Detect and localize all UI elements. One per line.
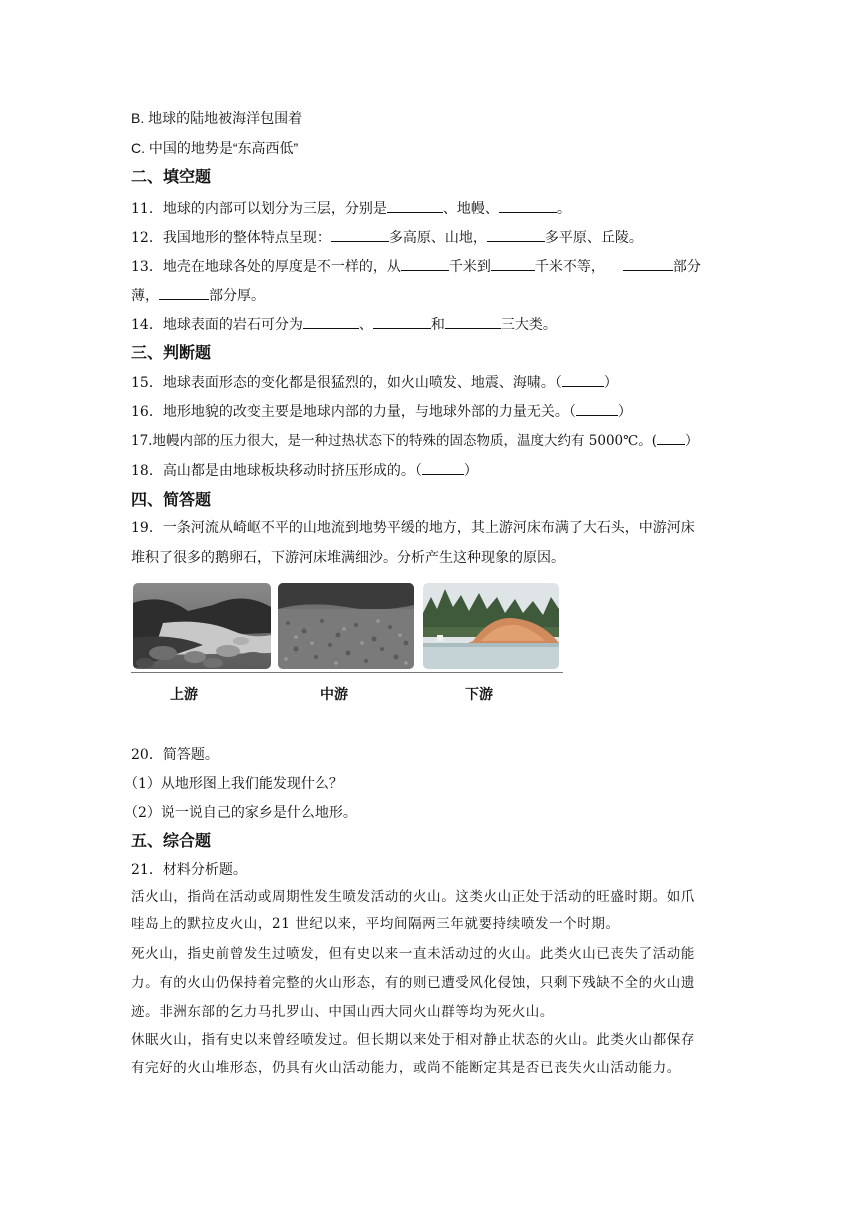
q12-blank-2[interactable] xyxy=(487,227,545,242)
material-line-7: 有完好的火山堆形态，仍具有火山活动能力，或尚不能断定其是否已丧失火山活动能力。 xyxy=(131,1060,681,1076)
material-line-4: 力。有的火山仍保持着完整的火山形态，有的则已遭受风化侵蚀，只剩下残缺不全的火山遗 xyxy=(131,975,695,991)
photo-baseline xyxy=(131,672,563,673)
question-13-line-2 xyxy=(131,285,265,306)
question-20-title: 20．简答题。 xyxy=(131,747,219,763)
q14-text-a: 14．地球表面的岩石可分为 xyxy=(131,317,303,333)
q13-text-a: 13．地壳在地球各处的厚度是不一样的，从 xyxy=(131,259,401,275)
q14-text-d: 三大类。 xyxy=(500,317,557,333)
section-heading-fill: 二、填空题 xyxy=(131,167,212,186)
material-line-1: 活火山，指尚在活动或周期性发生喷发活动的火山。这类火山正处于活动的旺盛时期。如爪 xyxy=(131,889,695,905)
section-heading-judge: 三、判断题 xyxy=(131,343,212,362)
q13-text-d: 部分 xyxy=(672,259,701,275)
material-line-6: 休眠火山，指有史以来曾经喷发过。但长期以来处于相对静止状态的火山。此类火山都保存 xyxy=(131,1032,695,1048)
question-15 xyxy=(131,372,618,393)
question-14 xyxy=(131,314,557,335)
q14-blank-3[interactable] xyxy=(445,314,501,329)
q13-blank-4[interactable] xyxy=(159,285,209,300)
caption-downstream: 下游 xyxy=(465,687,493,703)
q11-text-b: 、地幔、 xyxy=(442,201,499,217)
option-c: C. 中国的地势是“东高西低” xyxy=(131,140,299,156)
q17-blank[interactable] xyxy=(657,430,685,445)
q12-blank-1[interactable] xyxy=(331,227,389,242)
q12-text-b: 多高原、山地， xyxy=(388,230,487,246)
q12-text-c: 多平原、丘陵。 xyxy=(544,230,643,246)
question-18 xyxy=(131,460,478,481)
q14-text-b: 、 xyxy=(358,317,373,333)
option-b: B. 地球的陆地被海洋包围着 xyxy=(131,110,303,126)
q13-text-b: 千米到 xyxy=(448,259,491,275)
question-13-line-1 xyxy=(131,256,701,277)
q13-text-c: 千米不等， xyxy=(534,259,605,275)
q18-text-b: ） xyxy=(463,463,478,479)
question-11 xyxy=(131,198,571,219)
question-17 xyxy=(131,430,699,451)
material-line-3: 死火山，指史前曾发生过喷发，但有史以来一直未活动过的火山。此类火山已丧失了活动能 xyxy=(131,946,695,962)
q13-blank-1[interactable] xyxy=(401,256,449,271)
q16-text-b: ） xyxy=(617,404,632,420)
question-19-line-1: 19．一条河流从崎岖不平的山地流到地势平缓的地方，其上游河床布满了大石头，中游河床 xyxy=(131,520,695,536)
q17-text-b: ） xyxy=(685,433,699,449)
q16-blank[interactable] xyxy=(576,401,618,416)
q13-text-e: 薄， xyxy=(131,288,159,304)
q18-text-a: 18．高山都是由地球板块移动时挤压形成的。（ xyxy=(131,463,422,479)
q16-text-a: 16．地形地貌的改变主要是地球内部的力量，与地球外部的力量无关。（ xyxy=(131,404,576,420)
q11-blank-2[interactable] xyxy=(499,198,557,213)
material-line-5: 迹。非洲东部的乞力马扎罗山、中国山西大同火山群等均为死火山。 xyxy=(131,1004,554,1020)
q14-blank-1[interactable] xyxy=(303,314,359,329)
section-heading-short: 四、简答题 xyxy=(131,490,212,509)
material-line-2: 哇岛上的默拉皮火山，21 世纪以来，平均间隔两三年就要持续喷发一个时期。 xyxy=(131,916,620,932)
q13-text-f: 部分厚。 xyxy=(209,288,265,304)
q14-blank-2[interactable] xyxy=(373,314,431,329)
section-heading-comprehensive: 五、综合题 xyxy=(131,831,212,850)
q17-text-a: 17.地幔内部的压力很大，是一种过热状态下的特殊的固态物质，温度大约有 5000℃。( xyxy=(131,433,657,449)
upstream-photo xyxy=(133,583,271,669)
question-20-part-2: （2）说一说自己的家乡是什么地形。 xyxy=(124,805,357,821)
q15-text-b: ） xyxy=(603,375,618,391)
q11-blank-1[interactable] xyxy=(387,198,443,213)
q11-text-a: 11．地球的内部可以划分为三层，分别是 xyxy=(131,201,387,217)
q13-blank-3[interactable] xyxy=(623,256,673,271)
q13-blank-2[interactable] xyxy=(491,256,535,271)
q18-blank[interactable] xyxy=(422,460,464,475)
question-16 xyxy=(131,401,632,422)
caption-upstream: 上游 xyxy=(170,687,198,703)
q14-text-c: 和 xyxy=(430,317,445,333)
question-21-title: 21．材料分析题。 xyxy=(131,862,247,878)
q15-text-a: 15．地球表面形态的变化都是很猛烈的，如火山喷发、地震、海啸。（ xyxy=(131,375,562,391)
river-photos xyxy=(131,583,563,675)
question-12 xyxy=(131,227,643,248)
question-19-line-2: 堆积了很多的鹅卵石，下游河床堆满细沙。分析产生这种现象的原因。 xyxy=(131,550,565,566)
q15-blank[interactable] xyxy=(562,372,604,387)
midstream-photo xyxy=(278,583,414,669)
q11-text-c: 。 xyxy=(556,201,571,217)
downstream-photo xyxy=(423,583,559,669)
question-20-part-1: （1）从地形图上我们能发现什么？ xyxy=(124,776,343,792)
q12-text-a: 12．我国地形的整体特点呈现： xyxy=(131,230,331,246)
caption-midstream: 中游 xyxy=(320,687,348,703)
